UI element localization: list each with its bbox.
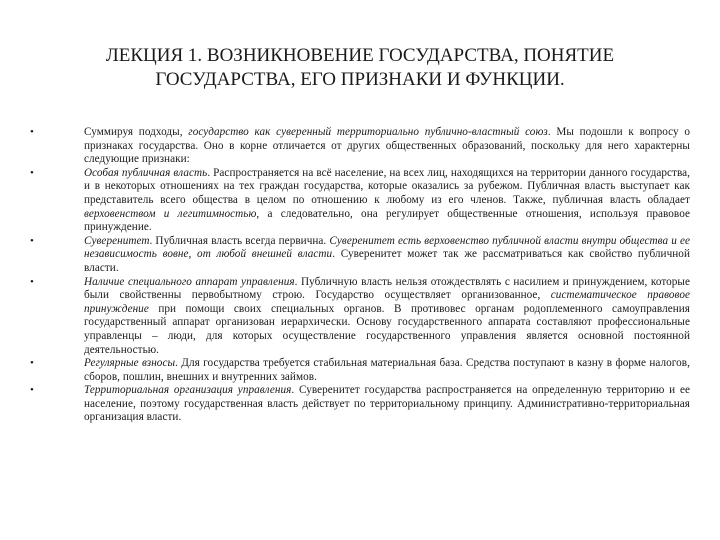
list-item xyxy=(30,276,690,358)
bullet-icon: • xyxy=(30,384,34,397)
italic-text: Территориальная организация управления xyxy=(84,384,292,397)
list-item xyxy=(30,167,690,235)
italic-text: систематическое правовое принуждение xyxy=(84,289,690,315)
body-text: при помощи своих специальных органов. В противовес органам родоплеменного самоуправления государственный аппарат организован иерархически. Основу государственного аппарата составляют профессиональные управленцы – люди, для которых осуществление государственного управления является основной постоянной деятельностью. xyxy=(84,302,690,356)
list-item xyxy=(30,235,690,276)
body-text: . Публичная власть всегда первична. xyxy=(149,234,330,247)
list-item xyxy=(30,357,690,384)
italic-text: государство как суверенный территориально публично-властный союз xyxy=(188,126,548,138)
title-line-1: ЛЕКЦИЯ 1. ВОЗНИКНОВЕНИЕ ГОСУДАРСТВА, ПОНЯТИЕ xyxy=(105,45,615,66)
list-item xyxy=(30,384,690,425)
bullet-list xyxy=(30,126,690,425)
title-line-2: ГОСУДАРСТВА, ЕГО ПРИЗНАКИ И ФУНКЦИИ. xyxy=(155,69,565,90)
bullet-icon: • xyxy=(30,275,34,288)
body-text: . Для государства требуется стабильная материальная база. Средства поступают в казну в форме налогов, сборов, пошлин, внешних и внутренних займов. xyxy=(84,357,690,383)
list-item xyxy=(30,126,690,167)
italic-text: Наличие специального аппарат управления xyxy=(84,275,295,288)
body-text: . Суверенитет может так же рассматриваться как свойство публичной власти. xyxy=(84,248,690,274)
italic-text: Регулярные взносы xyxy=(84,357,176,370)
lecture-body xyxy=(30,126,690,425)
body-text: . Мы подошли к вопросу о признаках государства. Оно в корне отличается от других общественных образований, поскольку для него характерны следующие признаки: xyxy=(84,126,690,166)
body-text: . Распространяется на всё население, на всех лиц, находящихся на территории данного государства, и в некоторых отношениях на тех граждан государства, которые оказались за рубежом. Публичная власть выступает как представитель всего общества в целом по отношению к любому из его членов. Также, публичная власть обладает xyxy=(84,166,690,206)
italic-text: верховенством и легитимностью xyxy=(84,207,257,220)
page-title xyxy=(60,44,660,92)
body-text: Суммируя подходы, xyxy=(84,126,189,138)
italic-text: Суверенитет xyxy=(84,234,150,247)
body-text: , а следовательно, она регулирует общественные отношения, используя правовое принуждение. xyxy=(84,207,690,234)
italic-text: Суверенитет есть верховенство публичной власти внутри общества и ее независимость вовне, от любой внешней власти xyxy=(84,234,690,261)
bullet-icon: • xyxy=(30,166,34,179)
body-text: . Публичную власть нельзя отождествлять с насилием и принуждением, которые были свойственны первобытному строю. Государство осуществляет организованное, xyxy=(84,275,690,302)
bullet-icon: • xyxy=(30,126,34,138)
bullet-icon: • xyxy=(30,234,34,247)
bullet-icon: • xyxy=(30,357,34,370)
italic-text: Особая публичная власть xyxy=(84,166,208,179)
body-text: . Суверенитет государства распространяется на определенную территорию и ее население, поэтому государственная власть действует по территориальному принципу. Административно-территориальная организация власти. xyxy=(84,384,691,424)
